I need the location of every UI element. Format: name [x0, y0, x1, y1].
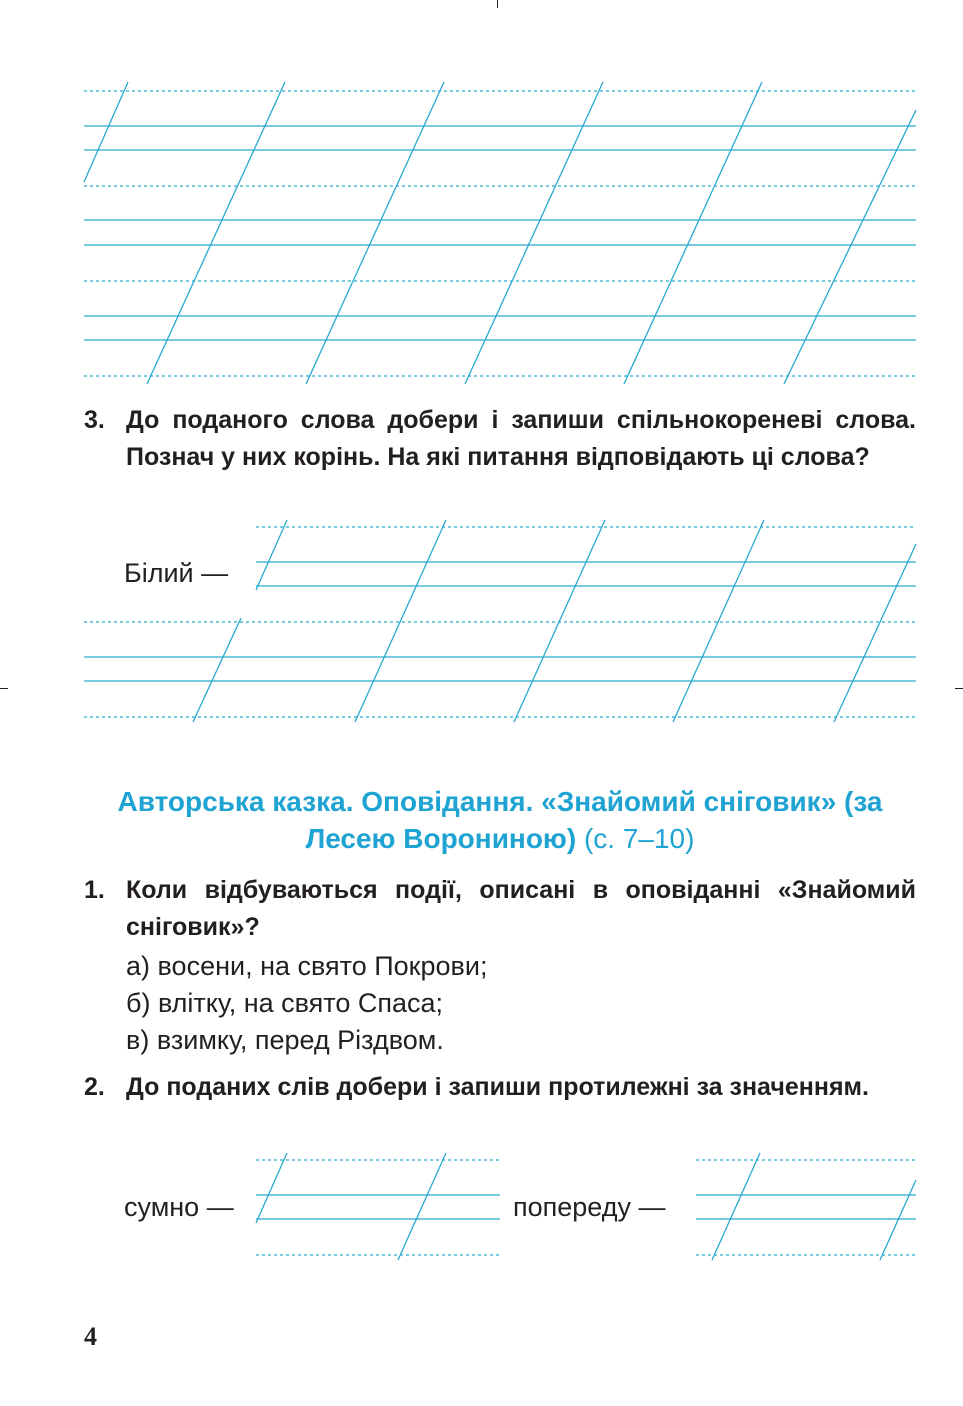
section-pages: (с. 7–10) — [583, 823, 695, 854]
task-1-question: Коли відбуваються події, описані в оповіданні «Знайомий сніговик»? — [126, 876, 916, 941]
task-2-text: До поданих слів добери і запиши протилежні за значенням. — [126, 1073, 869, 1101]
writing-lines-sumno[interactable] — [250, 1150, 500, 1270]
word-poperedu-label: попереду — — [513, 1192, 666, 1222]
option-b[interactable]: б) влітку, на свято Спаса; — [126, 988, 444, 1018]
task-3 — [84, 402, 916, 476]
word-bilyi-label: Білий — — [124, 558, 229, 588]
task-1-number: 1. — [84, 876, 105, 904]
option-a[interactable]: а) восени, на свято Покрови; — [126, 951, 488, 981]
task-3-text: До поданого слова добери і запиши спільнокореневі слова. Познач у них корінь. На які питання відповідають ці слова? — [126, 406, 916, 471]
writing-lines-block-bilyi[interactable] — [0, 510, 963, 740]
task-2 — [84, 1069, 916, 1106]
task-1 — [84, 872, 916, 946]
section-title: Авторська казка. Оповідання. «Знайомий сніговик» (за Лесею Ворониною) — [117, 786, 883, 854]
task-3-number: 3. — [84, 406, 105, 434]
word-sumno-label: сумно — — [124, 1192, 234, 1222]
section-heading — [84, 783, 916, 857]
page-number: 4 — [84, 1322, 97, 1351]
writing-lines-block-top[interactable] — [0, 0, 963, 400]
option-c[interactable]: в) взимку, перед Різдвом. — [126, 1025, 444, 1055]
task-2-number: 2. — [84, 1073, 105, 1101]
writing-lines-poperedu[interactable] — [692, 1150, 917, 1270]
